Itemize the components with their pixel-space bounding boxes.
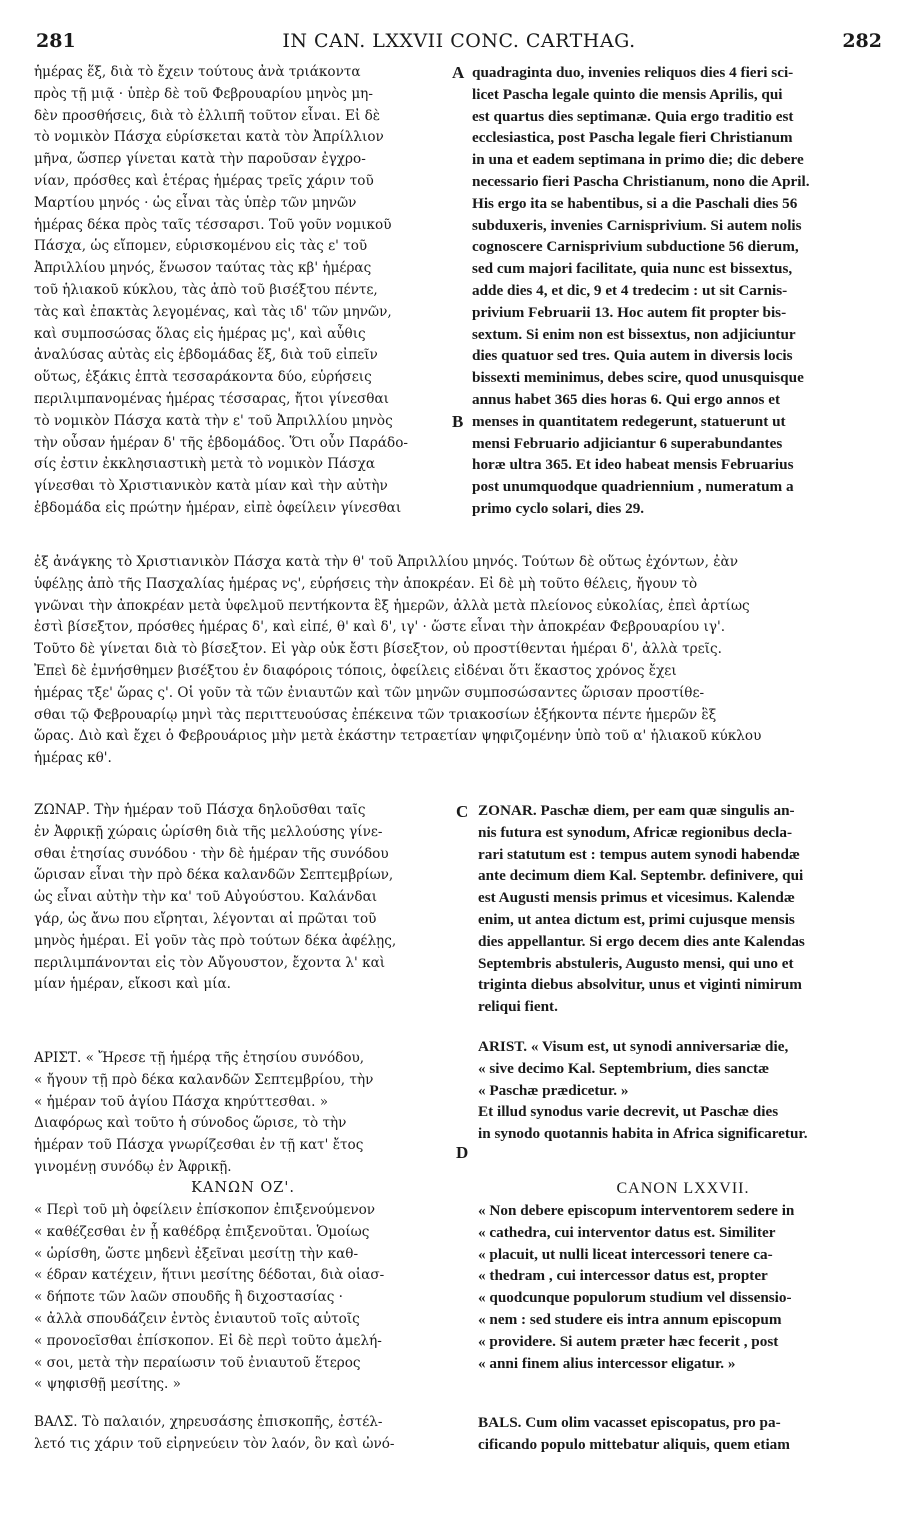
greek-text-line: « Περὶ τοῦ μὴ ὀφείλειν ἐπίσκοπον ἐπιξενούμενον	[34, 1202, 376, 1218]
greek-text-line: « ὡρίσθη, ὥστε μηδενὶ ἐξεῖναι μεσίτῃ τὴν καθ-	[34, 1245, 359, 1262]
latin-text-line: privium Februarii 13. Hoc autem fit propter bis-	[472, 303, 787, 321]
running-head: IN CAN. LXXVII CONC. CARTHAG.	[282, 30, 636, 52]
greek-text-line: Ἐπεὶ δὲ ἐμνήσθημεν βισέξτου ἐν διαφόροις τόποις, ὀφείλεις εἰδέναι ὅτι ἕκαστος χρόνος ἔχει	[34, 662, 677, 679]
greek-text-line: γνῶναι τὴν ἀποκρέαν μετὰ ὑφελμοῦ πεντήκοντα ἓξ ἡμερῶν, ἀλλὰ μετὰ πλείονος εὐκολίας, ἐπεὶ ἀρτίως	[34, 597, 750, 614]
latin-text-line: sed cum majori facilitate, quia nunc est bissextus,	[472, 260, 793, 278]
greek-text-line: μηνὸς ἡμέραι. Εἰ γοῦν τὰς πρὸ τούτων δέκα ἀφέλῃς,	[34, 932, 397, 949]
latin-text-line: reliqui fient.	[478, 998, 558, 1016]
arist-greek-column	[34, 1048, 452, 1179]
latin-text-line: annus habet 365 dies horas 6. Qui ergo annos et	[472, 390, 781, 408]
zonar-latin-column	[478, 800, 888, 1018]
greek-text-line: καὶ συμποσώσας ὅλας εἰς ἡμέρας μς', καὶ αὖθις	[34, 325, 366, 342]
greek-text-line: οὕτως, ἑξάκις ἑπτὰ τεσσαράκοντα δύο, εὑρήσεις	[34, 369, 372, 386]
greek-text-line: « ψηφισθῇ μεσίτης. »	[34, 1376, 181, 1393]
latin-text-line: « Non debere episcopum interventorem sedere in	[478, 1202, 795, 1219]
greek-text-line: γινομένῃ συνόδῳ ἐν Ἀφρικῇ.	[34, 1158, 232, 1175]
latin-text-line: sextum. Si enim non est bissextus, non adjiciuntur	[472, 325, 796, 343]
greek-text-line: ὡς εἶναι αὐτὴν τὴν κα' τοῦ Αὐγούστου. Καλάνδαι	[34, 889, 378, 906]
latin-text-line: « placuit, ut nulli liceat intercessori tenere ca-	[478, 1245, 773, 1263]
greek-text-line: « έδραν κατέχειν, ἥτινι μεσίτης δέδοται, διὰ οἱασ-	[34, 1267, 385, 1284]
greek-text-line: μίαν ἡμέραν, εἴκοσι καὶ μία.	[34, 976, 232, 993]
greek-text-line: ἐστὶ βίσεξτον, πρόσθες ἡμέρας δ', καὶ εἰπέ, θ' καὶ δ', ιγ' · ὥστε εἶναι τὴν ἀποκρέαν Φεβρουαρίου ιγ'.	[34, 619, 726, 636]
full-width-greek-paragraph	[34, 552, 886, 770]
margin-letter-a: A	[452, 63, 465, 82]
zonar-greek-column	[34, 800, 452, 996]
greek-text-line: γάρ, ὡς ἄνω που εἴρηται, λέγονται αἱ πρῶται τοῦ	[34, 910, 377, 927]
top-greek-column	[34, 62, 452, 520]
latin-text-line: His ergo ita se habentibus, si a die Paschali dies 56	[472, 194, 798, 212]
latin-text-line: « quodcunque populorum studium vel dissensio-	[478, 1289, 792, 1307]
greek-text-line: « ἤγουν τῇ πρὸ δέκα καλανδῶν Σεπτεμβρίου, τὴν	[34, 1071, 374, 1088]
greek-text-line: σθαι ἐτησίας συνόδου · τὴν δὲ ἡμέραν τῆς συνόδου	[34, 845, 389, 862]
greek-text-line: ΒΑΛΣ. Τὸ παλαιόν, χηρευσάσης ἐπισκοπῆς, ἐστέλ-	[34, 1414, 383, 1430]
margin-letter-b: B	[452, 412, 464, 431]
latin-text-line: est Augusti mensis primus et vicesimus. Kalendæ	[478, 889, 795, 907]
canon-latin-title: CANON LXXVII.	[616, 1180, 750, 1197]
arist-latin-column	[478, 1036, 888, 1145]
latin-text-line: quadraginta duo, invenies reliquos dies 4 fieri sci-	[472, 64, 794, 81]
greek-text-line: τὸ νομικὸν Πάσχα κατὰ τὴν ε' τοῦ Ἀπριλλίου μηνὸς	[34, 412, 393, 429]
greek-text-line: σίς ἐστιν ἐκκλησιαστικὴ μετὰ τὸ νομικὸν Πάσχα	[34, 456, 376, 473]
latin-text-line: ecclesiastica, post Pascha legale fieri Christianum	[472, 129, 793, 147]
greek-text-line: Μαρτίου μηνός · ὡς εἶναι τὰς ὑπὲρ τῶν μηνῶν	[34, 194, 357, 211]
latin-text-line: necessario fieri Pascha Christianum, nono die April.	[472, 172, 810, 190]
latin-text-line: enim, ut antea dictum est, primi cujusque mensis	[478, 910, 795, 928]
latin-text-line: « Paschæ prædicetur. »	[478, 1081, 629, 1099]
greek-text-line: λετό τις χάριν τοῦ εἰρηνεύειν τὸν λαόν, ὃν καὶ ὠνό-	[34, 1435, 395, 1452]
latin-text-line: cognoscere Carnisprivium subductione 56 dierum,	[472, 238, 799, 256]
canon-greek-title: ΚΑΝΩΝ ΟΖ'.	[191, 1180, 295, 1196]
greek-text-line: ἀναλύσας αὐτὰς εἰς ἑβδομάδας ἕξ, διὰ τοῦ εἰπεῖν	[34, 347, 378, 364]
latin-text-line: ante decimum diem Kal. Septembr. definivere, qui	[478, 867, 804, 885]
greek-text-line: σθαι τῷ Φεβρουαρίῳ μηνὶ τὰς περιττευούσας ἐπέκεινα τῶν τριακοσίων ἑξήκοντα πέντε ἡμερῶν ἓξ	[34, 706, 717, 723]
greek-text-line: « ἡμέραν τοῦ ἁγίου Πάσχα κηρύττεσθαι. »	[34, 1093, 329, 1110]
greek-text-line: « δήποτε τῶν λαῶν σπουδῆς ἢ διχοστασίας ·	[34, 1289, 343, 1306]
latin-text-line: Septembris abstuleris, Augusto mensi, qui uno et	[478, 954, 794, 972]
greek-text-line: ἡμέρας κθ'.	[34, 750, 112, 767]
greek-text-line: τὰς καὶ ἐπακτὰς λεγομένας, καὶ τὰς ιδ' τῶν μηνῶν,	[34, 303, 392, 320]
page-number-left: 281	[36, 30, 76, 52]
latin-text-line: horæ ultra 365. Et ideo habeat mensis Februarius	[472, 456, 794, 474]
latin-text-line: adde dies 4, et dic, 9 et 4 tredecim : ut sit Carnis-	[472, 281, 788, 299]
greek-text-line: « σοι, μετὰ τὴν περαίωσιν τοῦ ἐνιαυτοῦ ἕτερος	[34, 1354, 361, 1371]
latin-text-line: « thedram , cui intercessor datus est, propter	[478, 1267, 768, 1285]
latin-text-line: licet Pascha legale quinto die mensis Aprilis, qui	[472, 85, 783, 103]
greek-text-line: ἡμέρας τξε' ὥρας ς'. Οἱ γοῦν τὰ τῶν ἐνιαυτῶν καὶ τῶν μηνῶν συμποσώσαντες ὥρισαν προστίθε-	[34, 684, 705, 701]
latin-text-line: post unumquodque quadriennium , numeratum a	[472, 478, 794, 496]
greek-text-line: Πάσχα, ὡς εἴπομεν, εὑρισκομένου εἰς τὰς ε' τοῦ	[34, 238, 368, 255]
latin-text-line: in una et eadem septimana in primo die; dic debere	[472, 151, 804, 169]
latin-text-line: bissexti meminimus, debes scire, quod unusquisque	[472, 369, 804, 387]
canon-greek-column	[34, 1200, 452, 1396]
latin-text-line: nis futura est synodum, Africæ regionibus decla-	[478, 823, 793, 841]
latin-text-line: « providere. Si autem præter hæc fecerit , post	[478, 1332, 779, 1350]
greek-text-line: « καθέζεσθαι ἐν ᾗ καθέδρᾳ ἐπιξενοῦται. Ὁμοίως	[34, 1223, 370, 1240]
greek-text-line: μῆνα, ὥσπερ γίνεται κατὰ τὴν παροῦσαν ἐγχρο-	[34, 151, 366, 168]
greek-text-line: γίνεσθαι τὸ Χριστιανικὸν κατὰ μίαν καὶ τὴν αὐτὴν	[34, 478, 388, 495]
latin-text-line: « anni finem alius intercessor eligatur. »	[478, 1354, 736, 1372]
latin-text-line: dies appellantur. Si ergo decem dies ante Kalendas	[478, 932, 805, 950]
margin-letter-d: D	[456, 1143, 469, 1162]
greek-text-line: ἐξ ἀνάγκης τὸ Χριστιανικὸν Πάσχα κατὰ τὴν θ' τοῦ Ἀπριλλίου μηνός. Τούτων δὲ οὕτως ἐχόντων, ἐὰν	[34, 554, 738, 570]
bals-greek-column	[34, 1412, 452, 1456]
greek-text-line: ἑβδομάδα εἰς πρώτην ἡμέραν, εἰπὲ ὀφείλειν γίνεσθαι	[34, 499, 402, 516]
page-number-right: 282	[842, 30, 882, 52]
latin-text-line: mensi Februario adjiciantur 6 superabundantes	[472, 434, 783, 452]
greek-text-line: « ἀλλὰ σπουδάζειν ἐντὸς ἐνιαυτοῦ τοῖς αὐτοῖς	[34, 1310, 360, 1327]
greek-text-line: ὑφέλῃς ἀπὸ τῆς Πασχαλίας ἡμέρας νς', εὑρήσεις τὴν ἀποκρέαν. Εἰ δὲ μὴ τοῦτο θέλεις, ἤγουν τὸ	[34, 575, 698, 592]
greek-text-line: περιλιμπάνονται εἰς τὸν Αὔγουστον, ἔχοντα λ' καὶ	[34, 954, 386, 971]
latin-text-line: subduxeris, invenies Carnisprivium. Si autem nolis	[472, 216, 802, 234]
top-latin-column	[472, 62, 888, 520]
greek-text-line: ὥρισαν εἶναι τὴν πρὸ δέκα καλανδῶν Σεπτεμβρίων,	[34, 867, 394, 884]
latin-text-line: ZONAR. Paschæ diem, per eam quæ singulis an-	[478, 802, 795, 819]
latin-text-line: « cathedra, cui interventor datus est. Similiter	[478, 1223, 776, 1241]
latin-text-line: in synodo quotannis habita in Africa significaretur.	[478, 1125, 808, 1143]
greek-text-line: ἐν Ἀφρικῇ χώραις ὡρίσθη διὰ τῆς μελλούσης γίνε-	[34, 823, 383, 840]
latin-text-line: dies quatuor sed tres. Quia autem in diversis locis	[472, 347, 793, 365]
latin-text-line: triginta diebus absolvitur, unus et viginti nimirum	[478, 976, 802, 994]
greek-text-line: τοῦ ἡλιακοῦ κύκλου, τὰς ἀπὸ τοῦ βισέξτου πέντε,	[34, 281, 378, 298]
greek-text-line: ΑΡΙΣΤ. « Ἤρεσε τῇ ἡμέρᾳ τῆς ἐτησίου συνόδου,	[34, 1050, 365, 1066]
latin-text-line: BALS. Cum olim vacasset episcopatus, pro pa-	[478, 1414, 781, 1431]
greek-text-line: τὴν οὖσαν ἡμέραν δ' τῆς ἑβδομάδος. Ὅτι οὖν Παράδο-	[34, 434, 408, 451]
greek-text-line: τὸ νομικὸν Πάσχα εὑρίσκεται κατὰ τὸν Ἀπρίλλιον	[34, 129, 384, 146]
latin-text-line: primo cyclo solari, dies 29.	[472, 499, 645, 517]
latin-text-line: est quartus dies septimanæ. Quia ergo traditio est	[472, 107, 794, 125]
latin-text-line: Et illud synodus varie decrevit, ut Paschæ dies	[478, 1103, 779, 1121]
greek-text-line: Ἀπριλλίου μηνός, ἕνωσον ταύτας τὰς κβ' ἡμέρας	[34, 260, 372, 277]
greek-text-line: « προνοεῖσθαι ἐπίσκοπον. Εἰ δὲ περὶ τοῦτο ἀμελή-	[34, 1332, 382, 1349]
greek-text-line: πρὸς τῇ μιᾷ · ὑπὲρ δὲ τοῦ Φεβρουαρίου μηνὸς μη-	[34, 85, 373, 102]
margin-letter-c: C	[456, 802, 469, 821]
latin-text-line: « sive decimo Kal. Septembrium, dies sanctæ	[478, 1059, 770, 1077]
latin-text-line: « nem : sed studere eis intra annum episcopum	[478, 1310, 782, 1328]
greek-text-line: περιλιμπανομένας ἡμέρας τέσσαρας, ἤτοι γίνεσθαι	[34, 390, 389, 407]
page-header	[34, 30, 884, 58]
latin-text-line: menses in quantitatem redegerunt, statuerunt ut	[472, 412, 786, 430]
greek-text-line: νίαν, πρόσθες καὶ ἑτέρας ἡμέρας τρεῖς χάριν τοῦ	[34, 172, 374, 189]
latin-text-line: ARIST. « Visum est, ut synodi anniversariæ die,	[478, 1038, 789, 1055]
bals-latin-column	[478, 1412, 888, 1456]
greek-text-line: ΖΩΝΑΡ. Τὴν ἡμέραν τοῦ Πάσχα δηλοῦσθαι ταῖς	[34, 802, 366, 818]
latin-text-line: rari statutum est : tempus autem synodi habendæ	[478, 845, 800, 863]
greek-text-line: ἡμέραν τοῦ Πάσχα γνωρίζεσθαι ἐν τῇ κατ' ἔτος	[34, 1137, 364, 1154]
greek-text-line: ἡμέρας δέκα πρὸς ταῖς τέσσαρσι. Τοῦ γοῦν νομικοῦ	[34, 216, 392, 233]
canon-latin-column	[478, 1200, 888, 1374]
greek-text-line: Διαφόρως καὶ τοῦτο ἡ σύνοδος ὥρισε, τὸ τὴν	[34, 1115, 347, 1132]
latin-text-line: cificando populo mittebatur aliquis, quem etiam	[478, 1435, 790, 1453]
greek-text-line: ὥρας. Διὸ καὶ ἔχει ὁ Φεβρουάριος μὴν μετὰ ἑκάστην τετραετίαν ψηφιζομένην ὑπὸ τοῦ α' ἡλιακοῦ κύκλου	[34, 728, 762, 745]
greek-text-line: Τοῦτο δὲ γίνεται διὰ τὸ βίσεξτον. Εἰ γὰρ οὐκ ἔστι βίσεξτον, οὐ προστίθενται ἡμέραι δ', ἀλλὰ τρεῖς.	[34, 641, 722, 658]
greek-text-line: δὲν προσθήσεις, διὰ τὸ ἐλλιπῆ τοῦτον εἶναι. Εἰ δὲ	[34, 107, 381, 124]
greek-text-line: ἡμέρας ἕξ, διὰ τὸ ἔχειν τούτους ἀνὰ τριάκοντα	[34, 64, 361, 80]
